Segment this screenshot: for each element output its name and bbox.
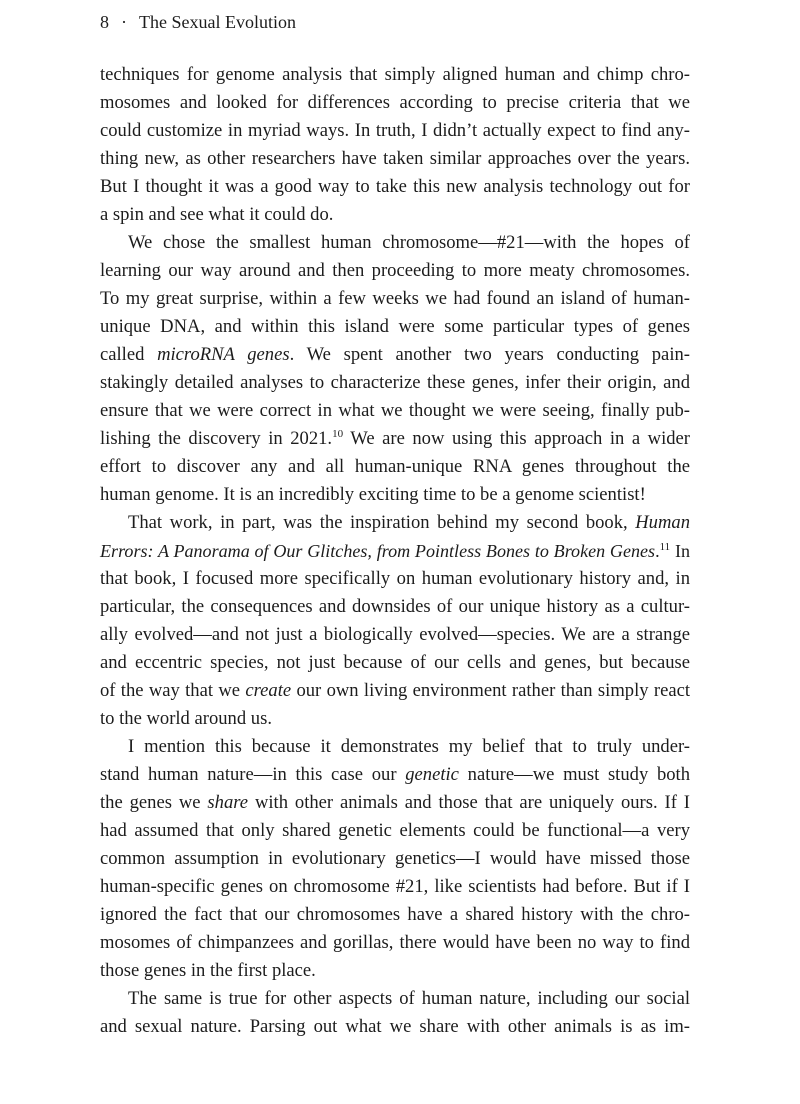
text-segment: lishing the discovery in 2021. [100, 428, 333, 449]
italic-text: microRNA genes [157, 344, 290, 365]
text-line [100, 313, 690, 341]
text-line [100, 173, 690, 201]
italic-text: Errors: A Panorama of Our Glitches, from Pointless Bones to Broken Genes [100, 541, 656, 561]
text-line [100, 257, 690, 285]
text-segment: mosomes of chimpanzees and gorillas, there would have been no way to find [100, 932, 690, 953]
text-segment: those genes in the first place. [100, 960, 316, 981]
text-segment: with other animals and those that are uniquely ours. If I [248, 792, 690, 813]
paragraph [100, 733, 690, 985]
italic-text: share [207, 792, 249, 813]
text-segment: learning our way around and then proceeding to more meaty chromosomes. [100, 260, 690, 281]
text-segment: human-specific genes on chromosome #21, like scientists had before. But if I [100, 876, 690, 897]
text-line [100, 705, 690, 733]
text-segment: . We spent another two years conducting pain- [289, 344, 690, 365]
text-line [100, 145, 690, 173]
text-line [100, 845, 690, 873]
text-line [100, 817, 690, 845]
text-segment: ignored the fact that our chromosomes have a shared history with the chro- [100, 904, 690, 925]
text-line [100, 509, 690, 537]
text-segment: called [100, 344, 158, 365]
text-segment: ally evolved—and not just a biologically evolved—species. We are a strange [100, 624, 690, 645]
text-line [100, 957, 690, 985]
book-title: The Sexual Evolution [139, 12, 296, 32]
text-line [100, 537, 690, 565]
text-segment: We chose the smallest human chromosome—#21—with the hopes of [128, 232, 690, 253]
text-segment: That work, in part, was the inspiration behind my second book, [128, 512, 636, 533]
text-segment: mosomes and looked for differences according to precise criteria that we [100, 92, 690, 113]
page-number: 8 [100, 12, 109, 32]
text-segment: In [670, 541, 691, 561]
text-segment: But I thought it was a good way to take this new analysis technology out for [100, 176, 690, 197]
text-segment: techniques for genome analysis that simply aligned human and chimp chro- [100, 64, 690, 85]
text-segment: a spin and see what it could do. [100, 204, 334, 225]
text-segment: to the world around us. [100, 708, 272, 729]
text-segment: particular, the consequences and downsides of our unique history as a cultur- [100, 596, 690, 617]
text-segment: human genome. It is an incredibly exciting time to be a genome scientist! [100, 484, 646, 505]
text-segment: To my great surprise, within a few weeks we had found an island of human- [100, 288, 690, 309]
paragraph [100, 229, 690, 509]
text-line [100, 929, 690, 957]
text-segment: stakingly detailed analyses to characterize these genes, infer their origin, and [100, 372, 690, 393]
text-segment: The same is true for other aspects of human nature, including our social [128, 988, 690, 1009]
text-line [100, 397, 690, 425]
text-segment: stand human nature—in this case our [100, 764, 406, 785]
text-line [100, 201, 690, 229]
text-segment: our own living environment rather than simply react [291, 680, 690, 701]
footnote-reference: 11 [659, 541, 671, 553]
text-segment: nature—we must study both [458, 764, 690, 785]
text-line [100, 677, 690, 705]
footnote-reference: 10 [332, 428, 344, 440]
running-head [100, 10, 296, 34]
text-segment: We are now using this approach in a wider [343, 428, 690, 449]
text-line [100, 425, 690, 453]
text-line [100, 89, 690, 117]
text-segment: . [655, 541, 660, 561]
text-segment: common assumption in evolutionary genetics—I would have missed those [100, 848, 690, 869]
text-line [100, 621, 690, 649]
text-segment: unique DNA, and within this island were some particular types of genes [100, 316, 690, 337]
text-segment: had assumed that only shared genetic elements could be functional—a very [100, 820, 690, 841]
text-line [100, 593, 690, 621]
text-line [100, 761, 690, 789]
body-text [100, 61, 690, 1041]
text-line [100, 341, 690, 369]
header-separator: · [121, 12, 127, 32]
text-line [100, 565, 690, 593]
text-line [100, 901, 690, 929]
text-line [100, 985, 690, 1013]
text-line [100, 117, 690, 145]
text-line [100, 1013, 690, 1041]
text-segment: and eccentric species, not just because of our cells and genes, but because [100, 652, 690, 673]
text-line [100, 229, 690, 257]
text-segment: I mention this because it demonstrates my belief that to truly under- [128, 736, 690, 757]
text-segment: and sexual nature. Parsing out what we share with other animals is as im- [100, 1016, 690, 1037]
text-line [100, 873, 690, 901]
paragraph [100, 509, 690, 733]
text-line [100, 285, 690, 313]
text-line [100, 789, 690, 817]
text-line [100, 481, 690, 509]
paragraph [100, 61, 690, 229]
text-segment: ensure that we were correct in what we thought we were seeing, finally pub- [100, 400, 690, 421]
text-segment: that book, I focused more specifically on human evolutionary history and, in [100, 568, 690, 589]
italic-text: create [245, 680, 292, 701]
text-segment: the genes we [100, 792, 208, 813]
text-segment: thing new, as other researchers have taken similar approaches over the years. [100, 148, 690, 169]
italic-text: genetic [405, 764, 459, 785]
text-segment: of the way that we [100, 680, 246, 701]
italic-text: Human [635, 512, 690, 533]
text-segment: effort to discover any and all human-unique RNA genes throughout the [100, 456, 690, 477]
text-line [100, 369, 690, 397]
text-line [100, 453, 690, 481]
text-segment: could customize in myriad ways. In truth, I didn’t actually expect to find any- [100, 120, 690, 141]
text-line [100, 733, 690, 761]
paragraph [100, 985, 690, 1041]
text-line [100, 61, 690, 89]
text-line [100, 649, 690, 677]
